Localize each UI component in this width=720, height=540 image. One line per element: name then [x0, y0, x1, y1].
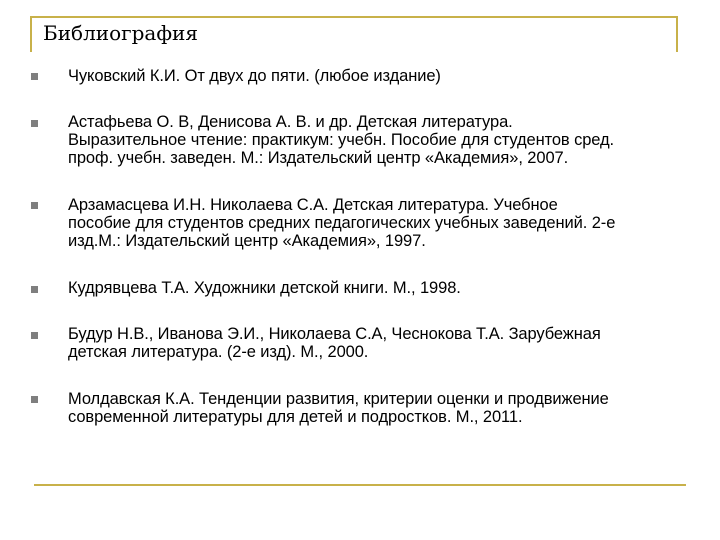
bullet-icon	[31, 332, 38, 339]
list-item-chukovsky	[68, 67, 718, 85]
entry-line: Будур Н.В., Иванова Э.И., Николаева С.А, Чеснокова Т.А. Зарубежная	[68, 325, 601, 343]
entry-line: Астафьева О. В, Денисова А. В. и др. Детская литература.	[68, 113, 513, 131]
bullet-icon	[31, 202, 38, 209]
entry-line: Молдавская К.А. Тенденции развития, критерии оценки и продвижение	[68, 390, 609, 408]
entry-line: проф. учебн. заведен. М.: Издательский центр «Академия», 2007.	[68, 149, 569, 167]
list-item-arzamastseva	[68, 196, 718, 250]
bullet-icon	[31, 286, 38, 293]
bullet-icon	[31, 120, 38, 127]
list-item-moldavskaya	[68, 390, 718, 426]
entry-line: изд.М.: Издательский центр «Академия», 1997.	[68, 232, 426, 250]
entry-line: Выразительное чтение: практикум: учебн. Пособие для студентов сред.	[68, 131, 615, 149]
page-title: Библиография	[43, 21, 198, 45]
bullet-icon	[31, 396, 38, 403]
list-item-budur	[68, 325, 718, 361]
list-item-astafyeva	[68, 113, 718, 167]
entry-line: Арзамасцева И.Н. Николаева С.А. Детская литература. Учебное	[68, 196, 558, 214]
frame-bottom-rule	[34, 484, 686, 486]
entry-line: современной литературы для детей и подростков. М., 2011.	[68, 408, 523, 426]
entry-line: Чуковский К.И. От двух до пяти. (любое издание)	[68, 67, 441, 85]
bullet-icon	[31, 73, 38, 80]
entry-line: детская литература. (2-е изд). М., 2000.	[68, 343, 369, 361]
entry-line: пособие для студентов средних педагогических учебных заведений. 2-е	[68, 214, 616, 232]
entry-line: Кудрявцева Т.А. Художники детской книги. М., 1998.	[68, 279, 461, 297]
list-item-kudryavtseva	[68, 279, 718, 297]
